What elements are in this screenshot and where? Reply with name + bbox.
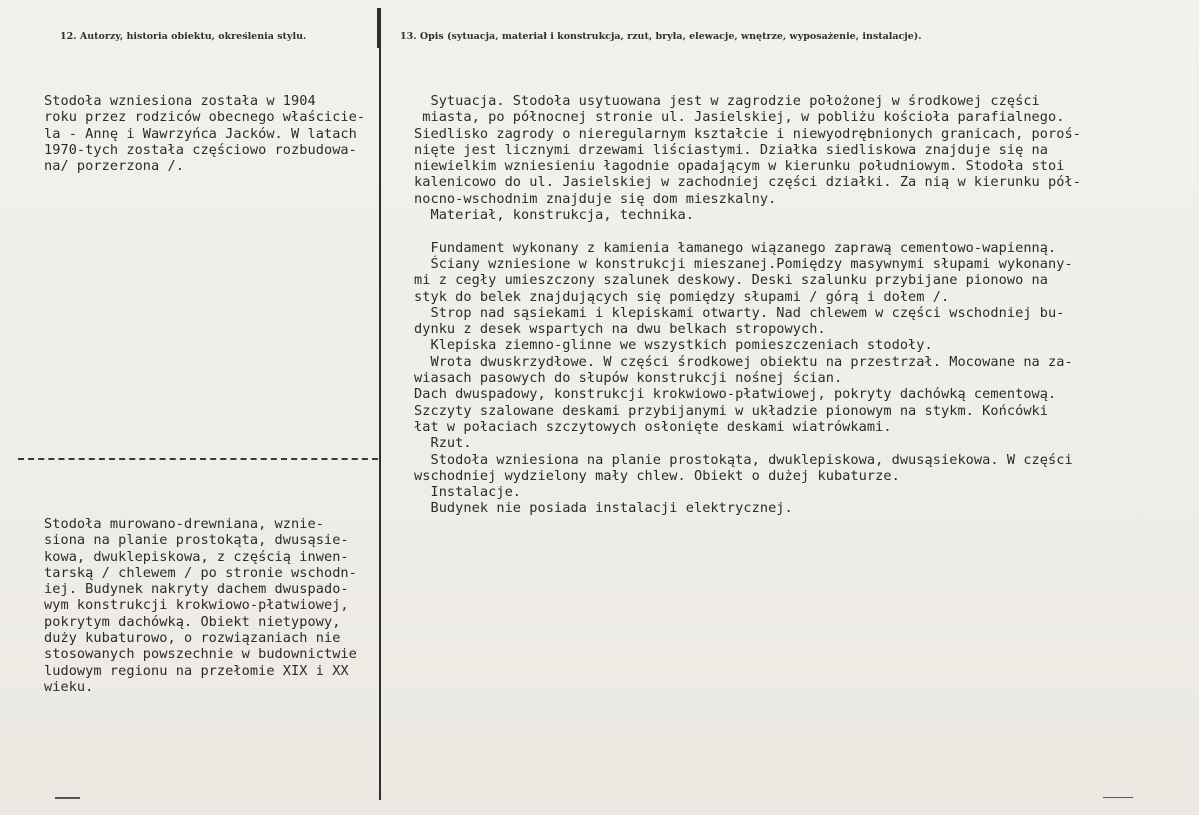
history-text: Stodoła wzniesiona została w 1904 roku przez rodziców obecnego właścicie- la - Annę i Wawrzyńca Jacków. W latach 1970-tych została częściowo rozbudowa- na/ porzerzona /. — [44, 93, 366, 175]
dashed-separator — [18, 458, 378, 460]
footer-mark-left — [55, 797, 80, 799]
style-text: Stodoła murowano-drewniana, wznie- siona na planie prostokąta, dwusąsie- kowa, dwuklepiskowa, z częścią inwen- tarską / chlewem / po stronie wschodn- iej. Budynek nakryty dachem dwuspado- wym konstrukcji krokwiowo-płatwiowej, pokrytym dachówką. Obiekt nietypowy, duży kubaturowo, o rozwiązaniach nie stosowanych powszechnie w budownictwie ludowym regionu na przełomie XIX i XX wieku. — [44, 516, 357, 695]
column-divider — [379, 8, 381, 800]
section-12-header: 12. Autorzy, historia obiektu, określenia stylu. — [60, 31, 307, 42]
footer-mark-right — [1103, 797, 1133, 798]
description-text: Sytuacja. Stodoła usytuowana jest w zagrodzie położonej w środkowej części miasta, po północnej stronie ul. Jasielskiej, w pobliżu kościoła parafialnego. Siedlisko zagrody o nieregularnym kształcie i niewyodrębnionych granicach, poroś- nięte jest licznymi drzewami liściastymi. Działka siedliskowa znajduje się na niewielkim wzniesieniu łagodnie opadającym w kierunku południowym. Stodoła stoi kalenicowo do ul. Jasielskiej w zachodniej części działki. Za nią w kierunku pół- nocno-wschodnim znajduje się dom mieszkalny. Materiał, konstrukcja, technika. Fundament wykonany z kamienia łamanego wiązanego zaprawą cementowo-wapienną. Ściany wzniesione w konstrukcji mieszanej.Pomiędzy masywnymi słupami wykonany- mi z cegły umieszczony szalunek deskowy. Deski szalunku przybijane pionowo na styk do belek znajdujących się pomiędzy słupami / górą i dołem /. Strop nad sąsiekami i klepiskami otwarty. Nad chlewem w części wschodniej bu- dynku z desek wspartych na dwu belkach stropowych. Klepiska ziemno-glinne we wszystkich pomieszczeniach stodoły. Wrota dwuskrzydłowe. W części środkowej obiektu na przestrzał. Mocowane na za- wiasach pasowych do słupów konstrukcji nośnej ścian. Dach dwuspadowy, konstrukcji krokwiowo-płatwiowej, pokryty dachówką cementową. Szczyty szalowane deskami przybijanymi w układzie pionowym na stykm. Końcówki łat w połaciach szczytowych osłonięte deskami wiatrówkami. Rzut. Stodoła wzniesiona na planie prostokąta, dwuklepiskowa, dwusąsiekowa. W części wschodniej wydzielony mały chlew. Obiekt o dużej kubaturze. Instalacje. Budynek nie posiada instalacji elektrycznej. — [414, 93, 1081, 517]
section-13-header: 13. Opis (sytuacja, materiał i konstrukcja, rzut, bryła, elewacje, wnętrze, wyposażenie, instalacje). — [400, 31, 922, 42]
